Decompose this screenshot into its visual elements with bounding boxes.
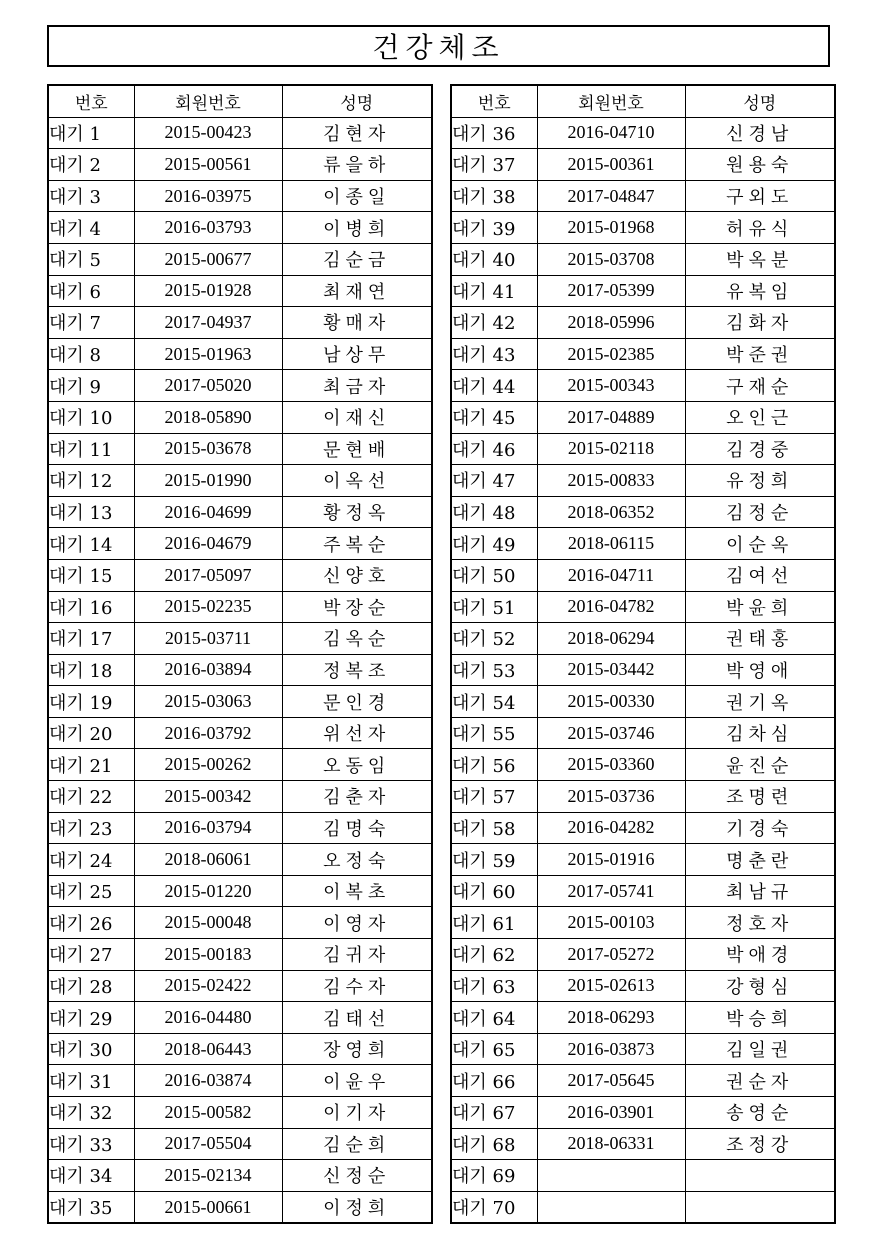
member-name: 이재신: [282, 401, 432, 433]
member-id: 2015-02613: [537, 970, 685, 1002]
member-id: 2017-05020: [134, 370, 282, 402]
member-name: 조정강: [685, 1128, 835, 1160]
member-id: 2016-04679: [134, 528, 282, 560]
waiting-number: 대기 37: [451, 149, 537, 181]
waiting-number: 대기 63: [451, 970, 537, 1002]
member-name: 이병희: [282, 212, 432, 244]
member-name: 정호자: [685, 907, 835, 939]
waiting-number: 대기 39: [451, 212, 537, 244]
waiting-number: 대기 36: [451, 117, 537, 149]
member-name: 남상무: [282, 338, 432, 370]
table-row: [48, 180, 432, 212]
table-row: [48, 591, 432, 623]
member-id: 2015-03708: [537, 243, 685, 275]
table-row: [48, 307, 432, 339]
member-name: 박옥분: [685, 243, 835, 275]
member-id: [537, 1191, 685, 1223]
member-id: 2016-03792: [134, 717, 282, 749]
member-name: 김차심: [685, 717, 835, 749]
waiting-number: 대기 53: [451, 654, 537, 686]
member-name: 김명숙: [282, 812, 432, 844]
member-name: 김정순: [685, 496, 835, 528]
table-row: [451, 781, 835, 813]
waiting-number: 대기 10: [48, 401, 134, 433]
member-id: 2016-03873: [537, 1033, 685, 1065]
member-id: 2015-01916: [537, 844, 685, 876]
member-name: [685, 1191, 835, 1223]
roster-table-right: [450, 84, 836, 1224]
member-id: 2015-00423: [134, 117, 282, 149]
table-row: [48, 970, 432, 1002]
member-name: 김화자: [685, 307, 835, 339]
member-name: 이종일: [282, 180, 432, 212]
waiting-number: 대기 61: [451, 907, 537, 939]
table-row: [48, 212, 432, 244]
waiting-number: 대기 13: [48, 496, 134, 528]
waiting-number: 대기 23: [48, 812, 134, 844]
table-row: [451, 212, 835, 244]
table-row: [451, 654, 835, 686]
member-id: 2017-05097: [134, 559, 282, 591]
member-name: 기경숙: [685, 812, 835, 844]
member-name: 이옥선: [282, 465, 432, 497]
member-name: 김일권: [685, 1033, 835, 1065]
member-id: 2017-04847: [537, 180, 685, 212]
member-name: [685, 1160, 835, 1192]
waiting-number: 대기 59: [451, 844, 537, 876]
waiting-number: 대기 22: [48, 781, 134, 813]
waiting-number: 대기 40: [451, 243, 537, 275]
member-id: 2018-06294: [537, 623, 685, 655]
member-name: 권기옥: [685, 686, 835, 718]
member-name: 구재순: [685, 370, 835, 402]
member-name: 윤진순: [685, 749, 835, 781]
page-title: 건강체조: [372, 31, 505, 64]
waiting-number: 대기 34: [48, 1160, 134, 1192]
member-id: 2015-00561: [134, 149, 282, 181]
header-name: 성명: [685, 85, 835, 117]
waiting-number: 대기 27: [48, 939, 134, 971]
waiting-number: 대기 12: [48, 465, 134, 497]
table-row: [451, 149, 835, 181]
table-row: [451, 1097, 835, 1129]
header-member-id: 회원번호: [134, 85, 282, 117]
member-name: 김옥순: [282, 623, 432, 655]
waiting-number: 대기 44: [451, 370, 537, 402]
member-id: 2015-00833: [537, 465, 685, 497]
waiting-number: 대기 2: [48, 149, 134, 181]
member-id: 2018-05890: [134, 401, 282, 433]
member-id: 2015-00661: [134, 1191, 282, 1223]
waiting-number: 대기 51: [451, 591, 537, 623]
member-id: 2017-04889: [537, 401, 685, 433]
table-row: [451, 180, 835, 212]
header-name: 성명: [282, 85, 432, 117]
table-row: [451, 844, 835, 876]
waiting-number: 대기 35: [48, 1191, 134, 1223]
waiting-number: 대기 67: [451, 1097, 537, 1129]
waiting-number: 대기 70: [451, 1191, 537, 1223]
member-id: 2016-04282: [537, 812, 685, 844]
member-name: 이정희: [282, 1191, 432, 1223]
member-name: 장영희: [282, 1033, 432, 1065]
member-id: 2016-03874: [134, 1065, 282, 1097]
member-id: 2016-03894: [134, 654, 282, 686]
table-row: [48, 1065, 432, 1097]
waiting-number: 대기 19: [48, 686, 134, 718]
waiting-number: 대기 54: [451, 686, 537, 718]
member-id: 2017-05504: [134, 1128, 282, 1160]
table-row: [451, 433, 835, 465]
member-id: 2015-00330: [537, 686, 685, 718]
waiting-number: 대기 3: [48, 180, 134, 212]
waiting-number: 대기 20: [48, 717, 134, 749]
waiting-number: 대기 42: [451, 307, 537, 339]
waiting-number: 대기 66: [451, 1065, 537, 1097]
table-row: [451, 591, 835, 623]
member-name: 오동임: [282, 749, 432, 781]
member-id: 2015-00342: [134, 781, 282, 813]
table-row: [451, 686, 835, 718]
member-name: 신경남: [685, 117, 835, 149]
member-id: 2016-04782: [537, 591, 685, 623]
waiting-number: 대기 41: [451, 275, 537, 307]
member-id: 2015-00582: [134, 1097, 282, 1129]
waiting-number: 대기 58: [451, 812, 537, 844]
table-row: [48, 559, 432, 591]
table-row: [451, 875, 835, 907]
header-row: [48, 85, 432, 117]
waiting-number: 대기 28: [48, 970, 134, 1002]
member-name: 이기자: [282, 1097, 432, 1129]
waiting-number: 대기 4: [48, 212, 134, 244]
waiting-number: 대기 33: [48, 1128, 134, 1160]
member-name: 명춘란: [685, 844, 835, 876]
member-name: 김순희: [282, 1128, 432, 1160]
member-name: 강형심: [685, 970, 835, 1002]
member-id: 2015-03678: [134, 433, 282, 465]
header-row: [451, 85, 835, 117]
member-name: 신양호: [282, 559, 432, 591]
header-no: 번호: [48, 85, 134, 117]
waiting-number: 대기 5: [48, 243, 134, 275]
waiting-number: 대기 46: [451, 433, 537, 465]
member-name: 원용숙: [685, 149, 835, 181]
member-name: 유정희: [685, 465, 835, 497]
table-row: [451, 1160, 835, 1192]
waiting-number: 대기 57: [451, 781, 537, 813]
waiting-number: 대기 62: [451, 939, 537, 971]
member-name: 조명련: [685, 781, 835, 813]
member-id: 2016-04699: [134, 496, 282, 528]
waiting-number: 대기 7: [48, 307, 134, 339]
member-name: 김수자: [282, 970, 432, 1002]
member-id: 2016-04711: [537, 559, 685, 591]
member-id: 2017-05272: [537, 939, 685, 971]
member-name: 이순옥: [685, 528, 835, 560]
member-id: 2015-03736: [537, 781, 685, 813]
waiting-number: 대기 9: [48, 370, 134, 402]
waiting-number: 대기 50: [451, 559, 537, 591]
member-id: 2015-02134: [134, 1160, 282, 1192]
member-name: 김태선: [282, 1002, 432, 1034]
waiting-number: 대기 47: [451, 465, 537, 497]
table-row: [48, 1160, 432, 1192]
table-row: [48, 907, 432, 939]
member-name: 최금자: [282, 370, 432, 402]
member-id: 2016-03794: [134, 812, 282, 844]
table-row: [451, 1033, 835, 1065]
table-row: [48, 654, 432, 686]
member-name: 황정옥: [282, 496, 432, 528]
member-id: 2015-00103: [537, 907, 685, 939]
member-id: 2016-03975: [134, 180, 282, 212]
member-name: 문현배: [282, 433, 432, 465]
member-name: 송영순: [685, 1097, 835, 1129]
table-row: [48, 875, 432, 907]
waiting-number: 대기 48: [451, 496, 537, 528]
table-row: [48, 370, 432, 402]
member-name: 권순자: [685, 1065, 835, 1097]
table-row: [48, 1128, 432, 1160]
member-id: 2018-06115: [537, 528, 685, 560]
waiting-number: 대기 6: [48, 275, 134, 307]
member-name: 신정순: [282, 1160, 432, 1192]
waiting-number: 대기 52: [451, 623, 537, 655]
member-id: 2018-06331: [537, 1128, 685, 1160]
member-name: 권태홍: [685, 623, 835, 655]
waiting-number: 대기 30: [48, 1033, 134, 1065]
member-id: 2015-03442: [537, 654, 685, 686]
table-row: [451, 623, 835, 655]
table-row: [451, 243, 835, 275]
roster-table-left: [47, 84, 433, 1224]
member-id: 2017-05741: [537, 875, 685, 907]
table-row: [451, 1191, 835, 1223]
member-name: 박준권: [685, 338, 835, 370]
waiting-number: 대기 15: [48, 559, 134, 591]
member-name: 김순금: [282, 243, 432, 275]
table-row: [451, 1128, 835, 1160]
member-name: 김여선: [685, 559, 835, 591]
member-name: 문인경: [282, 686, 432, 718]
waiting-number: 대기 60: [451, 875, 537, 907]
page-title-box: [47, 25, 830, 67]
waiting-number: 대기 49: [451, 528, 537, 560]
member-id: [537, 1160, 685, 1192]
table-row: [451, 307, 835, 339]
table-row: [48, 749, 432, 781]
member-name: 김춘자: [282, 781, 432, 813]
table-row: [451, 939, 835, 971]
waiting-number: 대기 68: [451, 1128, 537, 1160]
member-id: 2015-00677: [134, 243, 282, 275]
waiting-number: 대기 31: [48, 1065, 134, 1097]
member-id: 2017-05399: [537, 275, 685, 307]
member-id: 2018-06443: [134, 1033, 282, 1065]
waiting-number: 대기 32: [48, 1097, 134, 1129]
table-row: [451, 749, 835, 781]
member-name: 허유식: [685, 212, 835, 244]
table-row: [48, 465, 432, 497]
member-name: 최남규: [685, 875, 835, 907]
member-id: 2015-02385: [537, 338, 685, 370]
member-name: 오인근: [685, 401, 835, 433]
table-row: [48, 1033, 432, 1065]
table-row: [451, 370, 835, 402]
member-name: 박승희: [685, 1002, 835, 1034]
member-name: 류을하: [282, 149, 432, 181]
member-name: 김경중: [685, 433, 835, 465]
table-row: [48, 528, 432, 560]
table-row: [48, 1097, 432, 1129]
table-row: [451, 401, 835, 433]
member-id: 2015-00262: [134, 749, 282, 781]
member-id: 2018-06061: [134, 844, 282, 876]
member-id: 2015-00048: [134, 907, 282, 939]
member-name: 황매자: [282, 307, 432, 339]
table-row: [451, 970, 835, 1002]
waiting-number: 대기 69: [451, 1160, 537, 1192]
member-name: 유복임: [685, 275, 835, 307]
waiting-number: 대기 38: [451, 180, 537, 212]
waiting-number: 대기 21: [48, 749, 134, 781]
member-id: 2015-02235: [134, 591, 282, 623]
header-member-id: 회원번호: [537, 85, 685, 117]
table-row: [451, 1002, 835, 1034]
member-id: 2017-04937: [134, 307, 282, 339]
member-id: 2015-00183: [134, 939, 282, 971]
waiting-number: 대기 24: [48, 844, 134, 876]
waiting-number: 대기 26: [48, 907, 134, 939]
table-row: [48, 686, 432, 718]
table-row: [451, 465, 835, 497]
waiting-number: 대기 43: [451, 338, 537, 370]
table-row: [451, 1065, 835, 1097]
table-row: [48, 243, 432, 275]
waiting-number: 대기 11: [48, 433, 134, 465]
member-id: 2015-03711: [134, 623, 282, 655]
member-name: 박윤희: [685, 591, 835, 623]
member-id: 2017-05645: [537, 1065, 685, 1097]
member-name: 오정숙: [282, 844, 432, 876]
member-id: 2015-01220: [134, 875, 282, 907]
member-id: 2016-03901: [537, 1097, 685, 1129]
waiting-number: 대기 17: [48, 623, 134, 655]
table-row: [48, 781, 432, 813]
member-id: 2015-01968: [537, 212, 685, 244]
waiting-number: 대기 64: [451, 1002, 537, 1034]
member-name: 김귀자: [282, 939, 432, 971]
member-name: 구외도: [685, 180, 835, 212]
member-id: 2015-00361: [537, 149, 685, 181]
waiting-number: 대기 29: [48, 1002, 134, 1034]
table-row: [451, 496, 835, 528]
table-row: [48, 1002, 432, 1034]
waiting-number: 대기 16: [48, 591, 134, 623]
member-id: 2018-06293: [537, 1002, 685, 1034]
table-row: [451, 338, 835, 370]
table-row: [48, 275, 432, 307]
table-row: [48, 623, 432, 655]
member-id: 2016-03793: [134, 212, 282, 244]
waiting-number: 대기 56: [451, 749, 537, 781]
member-id: 2015-01963: [134, 338, 282, 370]
member-name: 정복조: [282, 654, 432, 686]
member-name: 이영자: [282, 907, 432, 939]
table-row: [48, 496, 432, 528]
member-name: 위선자: [282, 717, 432, 749]
member-id: 2015-00343: [537, 370, 685, 402]
member-id: 2015-02422: [134, 970, 282, 1002]
table-row: [48, 149, 432, 181]
member-id: 2015-03360: [537, 749, 685, 781]
table-row: [48, 812, 432, 844]
waiting-number: 대기 65: [451, 1033, 537, 1065]
table-row: [451, 559, 835, 591]
member-name: 김현자: [282, 117, 432, 149]
table-row: [451, 907, 835, 939]
member-name: 박애경: [685, 939, 835, 971]
header-no: 번호: [451, 85, 537, 117]
waiting-number: 대기 1: [48, 117, 134, 149]
table-row: [451, 717, 835, 749]
member-id: 2016-04710: [537, 117, 685, 149]
member-name: 이복초: [282, 875, 432, 907]
member-id: 2015-03063: [134, 686, 282, 718]
table-row: [451, 117, 835, 149]
table-row: [451, 275, 835, 307]
table-row: [48, 717, 432, 749]
member-name: 박영애: [685, 654, 835, 686]
table-row: [48, 939, 432, 971]
member-id: 2015-02118: [537, 433, 685, 465]
waiting-number: 대기 25: [48, 875, 134, 907]
member-name: 최재연: [282, 275, 432, 307]
table-row: [48, 338, 432, 370]
waiting-number: 대기 8: [48, 338, 134, 370]
member-name: 주복순: [282, 528, 432, 560]
table-row: [451, 528, 835, 560]
table-row: [48, 117, 432, 149]
waiting-number: 대기 45: [451, 401, 537, 433]
table-row: [451, 812, 835, 844]
member-name: 박장순: [282, 591, 432, 623]
member-id: 2015-01990: [134, 465, 282, 497]
waiting-number: 대기 18: [48, 654, 134, 686]
table-row: [48, 401, 432, 433]
member-name: 이윤우: [282, 1065, 432, 1097]
waiting-number: 대기 14: [48, 528, 134, 560]
member-id: 2018-06352: [537, 496, 685, 528]
table-row: [48, 844, 432, 876]
table-row: [48, 433, 432, 465]
member-id: 2015-03746: [537, 717, 685, 749]
member-id: 2016-04480: [134, 1002, 282, 1034]
waiting-number: 대기 55: [451, 717, 537, 749]
member-id: 2015-01928: [134, 275, 282, 307]
table-row: [48, 1191, 432, 1223]
member-id: 2018-05996: [537, 307, 685, 339]
